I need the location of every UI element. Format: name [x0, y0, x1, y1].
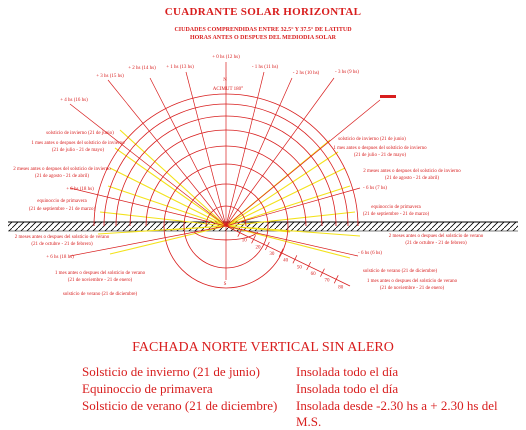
left-m2sb: (21 de octubre - 21 de febrero) — [31, 242, 93, 247]
result-date-equinox: Equinoccio de primavera — [82, 381, 213, 396]
right-eqa: equinoccio de primavera — [371, 205, 421, 210]
altitude-tick — [334, 275, 338, 283]
hour-label-1: + 1 hs (13 hs) — [166, 65, 194, 70]
right-m1b: (21 de julio - 21 de mayo) — [353, 153, 407, 158]
altitude-tick — [293, 255, 297, 263]
hour-label-7: + 4 hs (16 hs) — [60, 98, 88, 103]
left-winter: solsticio de invierno (21 de junio) — [46, 131, 114, 136]
hour-label-3: + 2 hs (14 hs) — [128, 66, 156, 71]
altitude-tick-label: 40 — [283, 258, 289, 264]
subtitle-hours: HORAS ANTES O DESPUES DEL MEDIODIA SOLAR — [189, 35, 337, 41]
altitude-tick-label: 60 — [310, 272, 316, 277]
altitude-scale-ticks — [238, 229, 344, 291]
altitude-tick-label: 10 — [241, 238, 247, 244]
altitude-tick-label: 80 — [338, 285, 344, 291]
hour-label-4: - 2 hs (10 hs) — [292, 71, 320, 76]
left-eqa: equinoccio de primavera — [37, 199, 87, 204]
altitude-tick-label: 20 — [255, 245, 261, 251]
north-label: N — [223, 78, 227, 83]
north-indicator-dash — [380, 95, 396, 98]
right-m1a: 1 mes antes o despues del solsticio de invierno — [333, 146, 427, 151]
altitude-tick-label: 30 — [269, 252, 275, 257]
hour-label-6: - 3 hs (9 hs) — [335, 70, 359, 75]
right-m1sa: 1 mes antes o despues del solsticio de verano — [366, 279, 458, 284]
hour-label-10: + 6 hs (18 hs) — [46, 255, 74, 260]
left-m2b: (21 de agosto - 21 de abril) — [34, 174, 90, 179]
left-eqb: (21 de septiembre - 21 de marzo) — [28, 207, 96, 212]
left-m1a: 1 mes antes o despues del solsticio de invierno — [31, 141, 125, 146]
right-winter: solsticio de invierno (21 de junio) — [338, 137, 406, 142]
diagram-title: CUADRANTE SOLAR HORIZONTAL — [164, 6, 362, 18]
azimut-label: ACIMUT 180° — [212, 87, 244, 92]
left-m1sb: (21 de noviembre - 21 de enero) — [67, 278, 133, 283]
altitude-tick — [307, 262, 311, 270]
right-m1sb: (21 de noviembre - 21 de enero) — [379, 286, 445, 291]
altitude-scale-line — [223, 226, 350, 287]
right-summer: solsticio de verano (21 de diciembre) — [362, 269, 438, 274]
hour-label-5: + 3 hs (15 hs) — [96, 74, 124, 79]
result-date-winter: Solsticio de invierno (21 de junio) — [82, 364, 261, 379]
south-label: S — [223, 282, 227, 287]
altitude-tick — [265, 242, 269, 250]
left-m1sa: 1 mes antes o despues del solsticio de verano — [54, 271, 146, 276]
result-value-equinox: Insolada todo el día — [296, 381, 399, 396]
left-summer: solsticio de verano (21 de diciembre) — [62, 292, 138, 297]
result-value-summer: Insolada desde -2.30 hs a + 2.30 hs del M.S. — [296, 398, 498, 429]
left-m1b: (21 de julio - 21 de mayo) — [51, 148, 105, 153]
right-m2sa: 2 meses antes o despues del solsticio de verano — [388, 234, 484, 239]
left-m2a: 2 meses antes o despues del solsticio de invierno — [13, 167, 111, 172]
hour-label-0: + 0 hs (12 hs) — [212, 55, 240, 60]
hour-label-9: - 6 hs (7 hs) — [363, 186, 387, 191]
right-m2a: 2 meses antes o despues del solsticio de invierno — [363, 169, 461, 174]
right-m2b: (21 de agosto - 21 de abril) — [384, 176, 440, 181]
right-m2sb: (21 de octubre - 21 de febrero) — [405, 241, 467, 246]
subtitle-latitude: CIUDADES COMPRENDIDAS ENTRE 32.5° Y 37.5° DE LATITUD — [174, 27, 352, 33]
altitude-tick — [252, 235, 256, 243]
left-m2sa: 2 meses antes o despues del solsticio de verano — [14, 235, 110, 240]
facade-title: FACHADA NORTE VERTICAL SIN ALERO — [132, 340, 394, 355]
result-value-winter: Insolada todo el día — [296, 364, 399, 379]
hour-label-11: - 6 hs (6 hs) — [358, 251, 382, 256]
altitude-tick — [320, 269, 324, 277]
hour-label-8: + 6 hs (18 hs) — [66, 187, 94, 192]
hour-label-2: - 1 hs (11 hs) — [251, 65, 279, 70]
right-eqb: (21 de septiembre - 21 de marzo) — [362, 212, 430, 217]
result-date-summer: Solsticio de verano (21 de diciembre) — [82, 398, 278, 413]
altitude-tick-label: 70 — [324, 278, 330, 284]
altitude-tick-label: 50 — [296, 265, 302, 271]
